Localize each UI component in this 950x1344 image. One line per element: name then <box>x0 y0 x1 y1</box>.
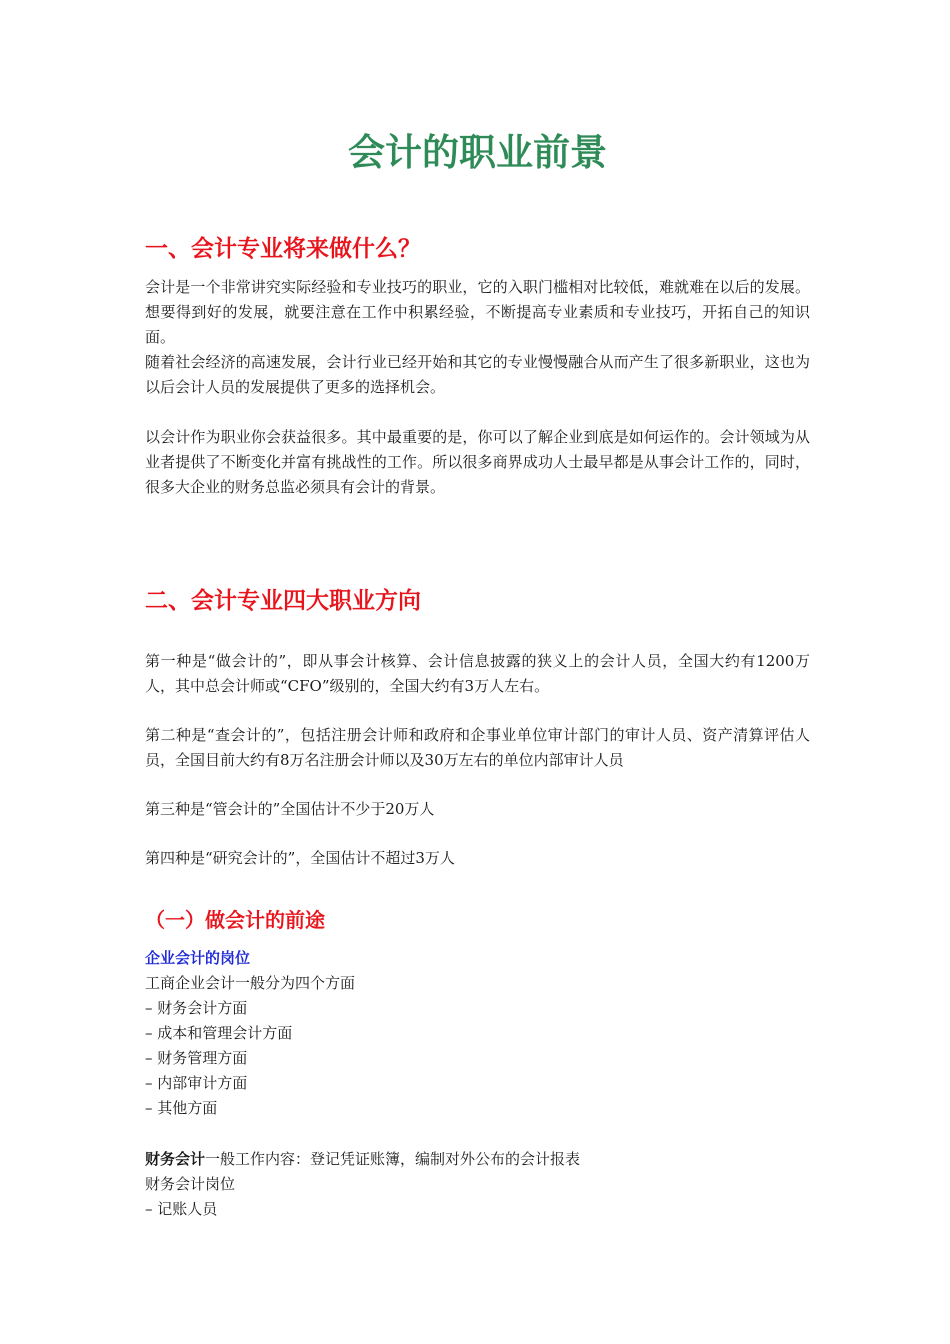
list-item: – 财务管理方面 <box>145 1049 248 1067</box>
list-item: – 其他方面 <box>145 1099 218 1117</box>
section-1-paragraph-1: 会计是一个非常讲究实际经验和专业技巧的职业，它的入职门槛相对比较低，难就难在以后的发展。想要得到好的发展，就要注意在工作中积累经验，不断提高专业素质和专业技巧，开拓自己的知识面。 <box>145 278 810 346</box>
section-2-paragraph-4: 第四种是“研究会计的”，全国估计不超过3万人 <box>145 849 455 867</box>
list-item: – 内部审计方面 <box>145 1074 248 1092</box>
list-item: – 成本和管理会计方面 <box>145 1024 293 1042</box>
page-title: 会计的职业前景 <box>348 131 607 174</box>
financial-accounting-desc: 一般工作内容：登记凭证账簿，编制对外公布的会计报表 <box>205 1150 581 1168</box>
financial-accounting-line <box>145 1147 580 1172</box>
section-2-paragraph-1: 第一种是“做会计的”，即从事会计核算、会计信息披露的狭义上的会计人员，全国大约有1200万人，其中总会计师或“CFO”级别的，全国大约有3万人左右。 <box>145 652 810 695</box>
financial-accounting-post: 财务会计岗位 <box>145 1175 236 1193</box>
section-2-paragraph-3: 第三种是“管会计的”全国估计不少于20万人 <box>145 800 435 818</box>
subsection-heading: （一）做会计的前途 <box>145 908 325 932</box>
list-item: – 记账人员 <box>145 1200 218 1218</box>
list-item: – 财务会计方面 <box>145 999 248 1017</box>
section-1-paragraph-3: 以会计作为职业你会获益很多。其中最重要的是，你可以了解企业到底是如何运作的。会计领域为从业者提供了不断变化并富有挑战性的工作。所以很多商界成功人士最早都是从事会计工作的，同时，很多大企业的财务总监必须具有会计的背景。 <box>145 428 810 496</box>
section-1-paragraph-2: 随着社会经济的高速发展，会计行业已经开始和其它的专业慢慢融合从而产生了很多新职业，这也为以后会计人员的发展提供了更多的选择机会。 <box>145 353 810 396</box>
financial-accounting-lead: 财务会计 <box>145 1150 206 1168</box>
subsection-label <box>145 946 250 971</box>
section-2-heading: 二、会计专业四大职业方向 <box>145 588 421 614</box>
section-2-paragraph-2: 第二种是“查会计的”，包括注册会计师和政府和企事业单位审计部门的审计人员、资产清算评估人员，全国目前大约有8万名注册会计师以及30万左右的单位内部审计人员 <box>145 726 810 769</box>
subsection-intro: 工商企业会计一般分为四个方面 <box>145 974 356 992</box>
section-1-heading: 一、会计专业将来做什么？ <box>145 236 421 262</box>
enterprise-accounting-label: 企业会计的岗位 <box>145 949 251 967</box>
